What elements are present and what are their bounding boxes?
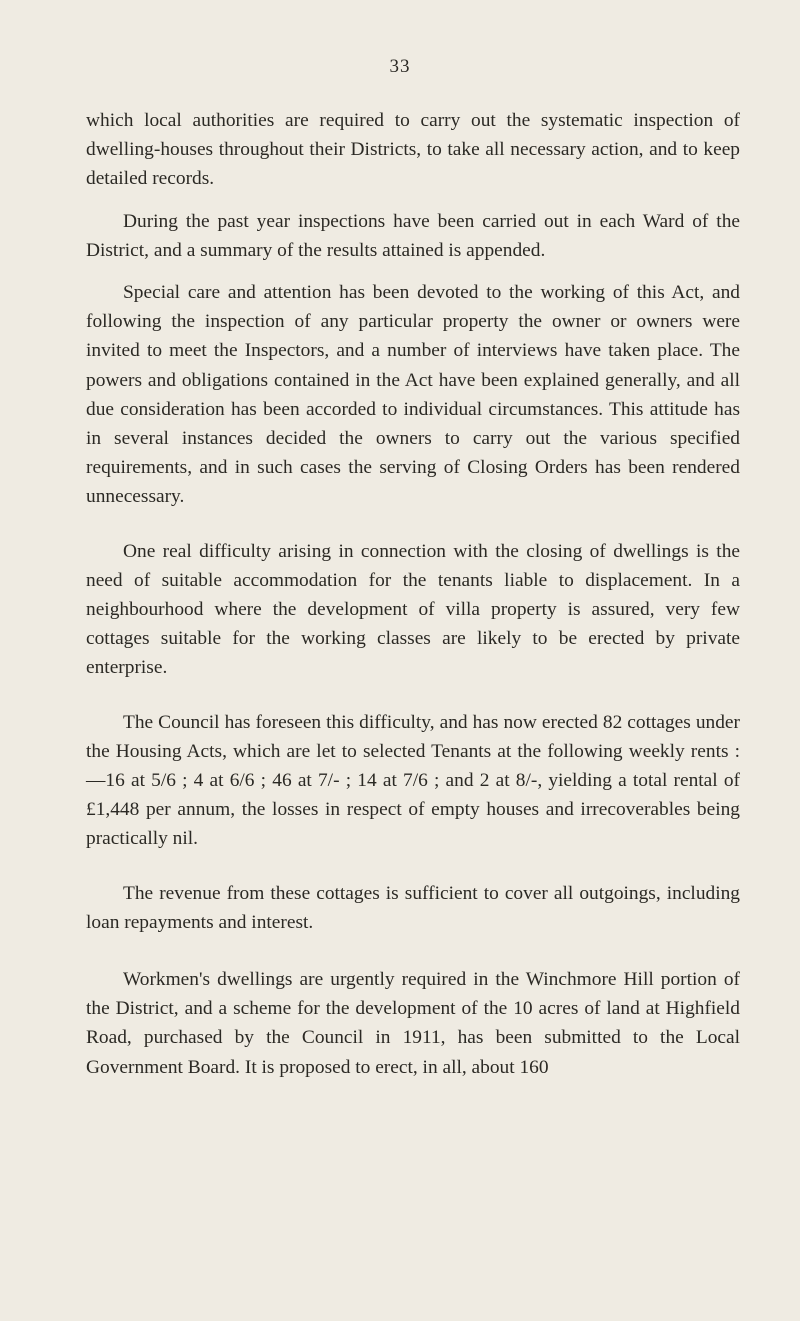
body-text — [86, 106, 740, 1082]
paragraph-inspection-duty: which local authorities are required to carry out the systematic inspection of dwelling-houses throughout their Districts, to take all necessary action, and to keep detailed records. — [86, 110, 740, 190]
paragraph-council-cottages: The Council has foreseen this difficulty, and has now erected 82 cottages under the Housing Acts, which are let to selected Tenants at the following weekly rents :—16 at 5/6 ; 4 at 6/6 ; 46 at 7/- ; 14 at 7/6 ; and 2 at 8/-, yielding a total rental of £1,448 per annum, the losses in respect of empty houses and irrecoverables being practically nil. — [86, 711, 740, 850]
paragraph-cottage-revenue: The revenue from these cottages is sufficient to cover all outgoings, including loan repayments and interest. — [86, 882, 740, 933]
page-number: 33 — [389, 56, 411, 77]
paragraph-workmens-dwellings: Workmen's dwellings are urgently required in the Winchmore Hill portion of the District, and a scheme for the development of the 10 acres of land at Highfield Road, purchased by the Council in 1911, has been submitted to the Local Government Board. It is proposed to erect, in all, about 160 — [86, 969, 740, 1078]
paragraph-owner-interviews: Special care and attention has been devoted to the working of this Act, and following the inspection of any particular property the owner or owners were invited to meet the Inspectors, and a number of interviews have taken place. The powers and obligations contained in the Act have been explained generally, and all due consideration has been accorded to individual circumstances. This attitude has in several instances decided the owners to carry out the various specified requirements, and in such cases the serving of Closing Orders has been rendered unnecessary. — [86, 282, 740, 508]
paragraph-accommodation-difficulty: One real difficulty arising in connection with the closing of dwellings is the need of suitable accommodation for the tenants liable to displacement. In a neighbourhood where the development of villa property is assured, very few cottages suitable for the working classes are likely to be erected by private enterprise. — [86, 540, 740, 679]
paragraph-ward-inspections: During the past year inspections have been carried out in each Ward of the District, and a summary of the results attained is appended. — [86, 210, 740, 261]
